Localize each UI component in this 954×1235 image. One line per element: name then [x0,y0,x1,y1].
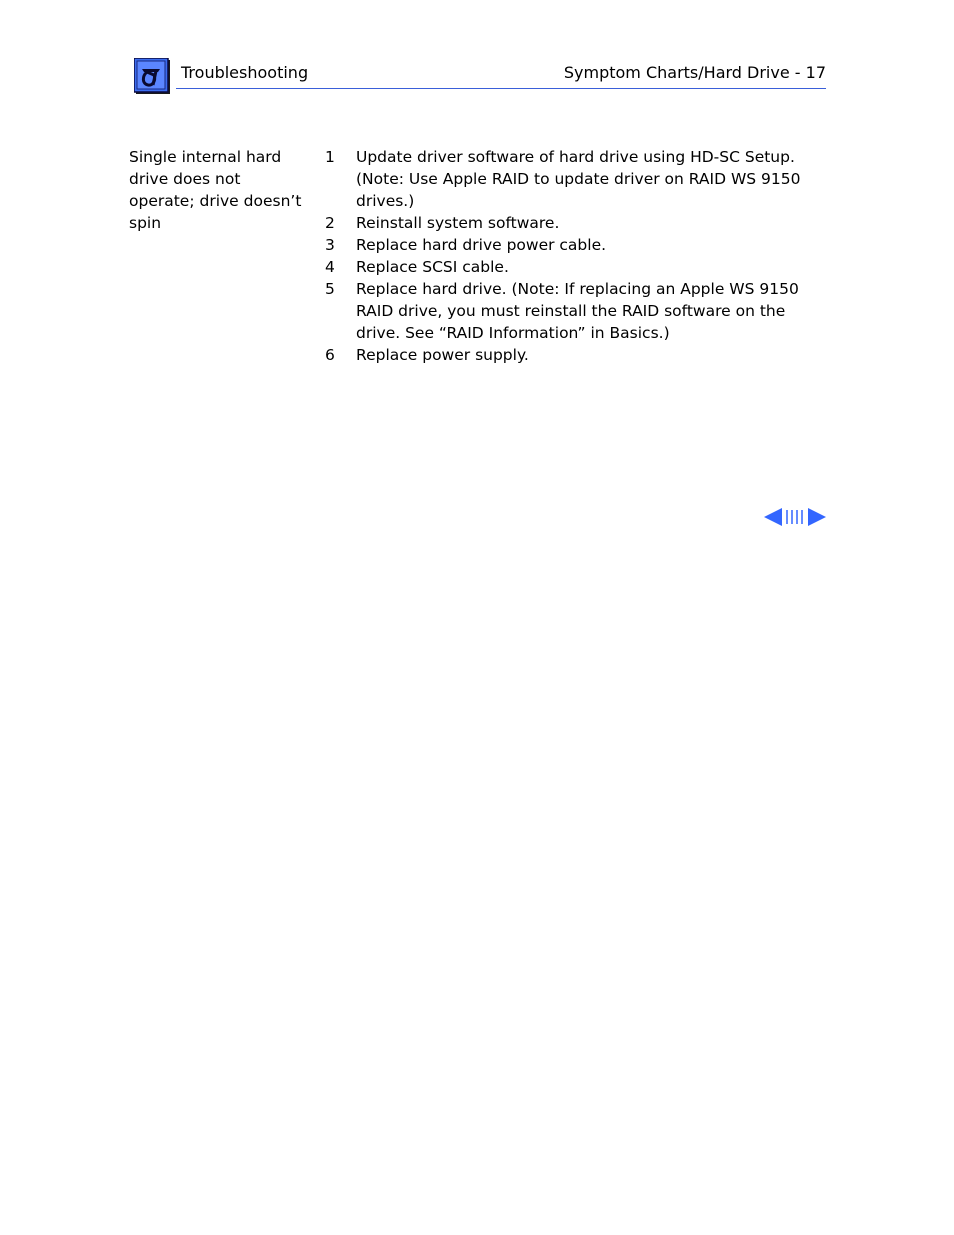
step-number: 1 [325,148,335,166]
toolbox-icon [134,58,171,95]
step-text: Replace power supply. [356,346,529,364]
step-text: Replace SCSI cable. [356,258,509,276]
header-divider [176,88,826,89]
step-number: 6 [325,346,335,364]
page-navigation [763,506,827,528]
symptom-description: Single internal hard drive does not operate; drive doesn’t spin [129,148,302,232]
step-text: Update driver software of hard drive using HD-SC Setup. (Note: Use Apple RAID to update driver on RAID WS 9150 drives.) [356,148,801,210]
step-number: 4 [325,258,335,276]
step-item [325,234,805,256]
step-item [325,344,805,366]
page-index-icon[interactable] [785,510,805,524]
step-item [325,278,805,344]
arrow-left-icon[interactable] [764,508,782,526]
step-item [325,146,805,212]
step-number: 5 [325,280,335,298]
solution-steps [325,146,805,366]
step-item [325,256,805,278]
step-text: Replace hard drive power cable. [356,236,607,254]
arrow-right-icon[interactable] [808,508,826,526]
section-title: Troubleshooting [181,63,309,82]
step-number: 3 [325,236,335,254]
page-title: Symptom Charts/Hard Drive - 17 [563,63,826,82]
step-text: Reinstall system software. [356,214,560,232]
page-header [134,57,826,97]
step-item [325,212,805,234]
step-number: 2 [325,214,335,232]
step-text: Replace hard drive. (Note: If replacing an Apple WS 9150 RAID drive, you must reinstall the RAID software on the drive. See “RAID Information” in Basics.) [356,280,799,342]
